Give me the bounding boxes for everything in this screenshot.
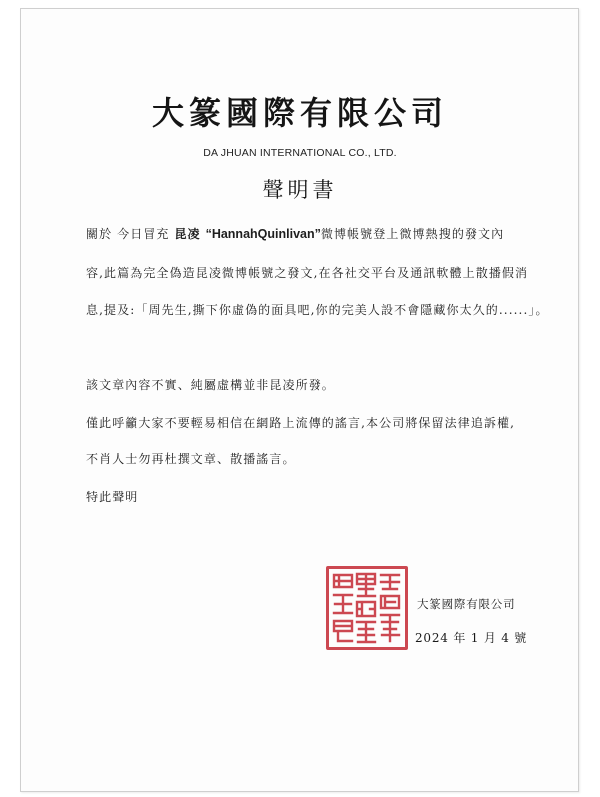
company-name-cn: 大篆國際有限公司 [151,94,448,132]
weibo-account-name: “HannahQuinlivan” [205,227,321,241]
company-name-en: DA JHUAN INTERNATIONAL CO., LTD. [203,147,397,159]
closing-statement: 特此聲明 [86,490,139,504]
paragraph-1-line-3: 息,提及:「周先生,撕下你虛偽的面具吧,你的完美人設不會隱藏你太久的......」。 [86,303,549,317]
signature-company-name: 大篆國際有限公司 [417,597,516,611]
document-title: 聲明書 [262,178,338,202]
paragraph-3-line-2: 不肖人士勿再杜撰文章、散播謠言。 [86,452,296,466]
paragraph-1-line-2: 容,此篇為完全偽造昆凌微博帳號之發文,在各社交平台及通訊軟體上散播假消 [86,266,529,280]
signature-date: 2024 年 1 月 4 號 [415,631,528,645]
paragraph-2: 該文章內容不實、純屬虛構並非昆凌所發。 [86,378,335,392]
name-bold: 昆凌 [174,227,201,241]
company-seal-stamp [326,566,408,650]
paragraph-1-prefix: 關於 今日冒充 [86,227,175,241]
paragraph-3-line-1: 僅此呼籲大家不要輕易相信在網路上流傳的謠言,本公司將保留法律追訴權, [86,416,516,430]
paragraph-1-line-1 [86,225,504,242]
paragraph-1-suffix: 微博帳號登上微博熱搜的發文內 [320,227,505,241]
